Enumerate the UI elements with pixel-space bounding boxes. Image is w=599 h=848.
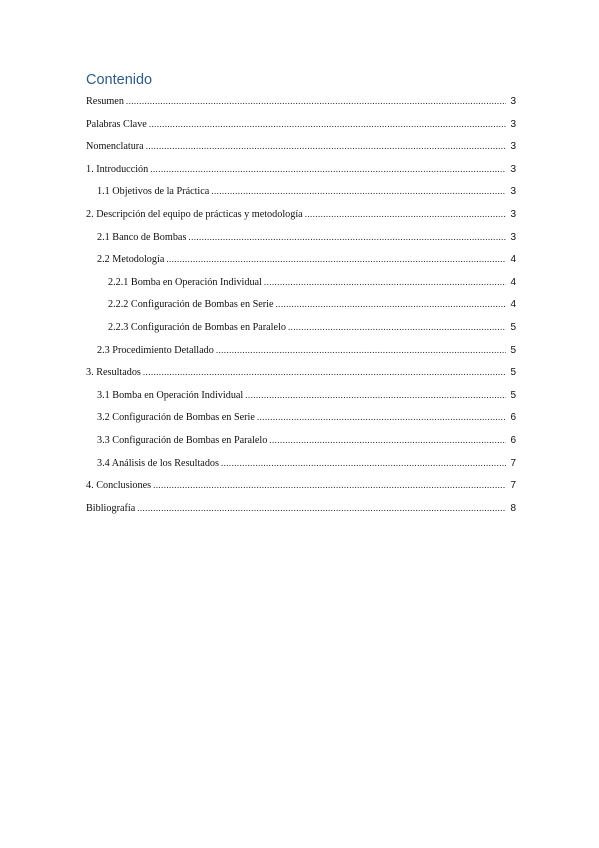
toc-entry[interactable]: [0, 365, 599, 388]
toc-entry-title[interactable]: 4. Conclusiones: [86, 480, 152, 492]
toc-dot-leader: [166, 252, 506, 266]
toc-dot-leader: [221, 456, 506, 470]
toc-entry-title[interactable]: 3.3 Configuración de Bombas en Paralelo: [97, 434, 268, 446]
toc-dot-leader: [126, 94, 506, 108]
toc-entry-page-number[interactable]: 3: [510, 118, 516, 130]
toc-dot-leader: [305, 207, 506, 221]
toc-entry[interactable]: [0, 230, 599, 253]
table-of-contents: [0, 94, 599, 523]
toc-entry-title[interactable]: Bibliografía: [86, 502, 136, 514]
toc-dot-leader: [150, 162, 506, 176]
toc-dot-leader: [245, 388, 506, 402]
toc-entry-title[interactable]: 2.2.1 Bomba en Operación Individual: [108, 276, 262, 288]
toc-entry-title[interactable]: Nomenclatura: [86, 141, 144, 153]
toc-entry-page-number[interactable]: 3: [510, 231, 516, 243]
toc-heading: Contenido: [86, 72, 153, 88]
toc-entry-page-number[interactable]: 8: [510, 502, 516, 514]
toc-entry-title[interactable]: 3.1 Bomba en Operación Individual: [97, 389, 244, 401]
toc-dot-leader: [188, 230, 506, 244]
toc-entry[interactable]: [0, 94, 599, 117]
toc-dot-leader: [264, 275, 506, 289]
toc-entry-page-number[interactable]: 6: [510, 412, 516, 424]
toc-dot-leader: [211, 184, 506, 198]
toc-entry-title[interactable]: 2.3 Procedimiento Detallado: [97, 344, 214, 356]
toc-entry-title[interactable]: 1.1 Objetivos de la Práctica: [97, 186, 210, 198]
toc-entry[interactable]: [0, 139, 599, 162]
toc-entry-title[interactable]: Resumen: [86, 96, 124, 107]
toc-entry[interactable]: [0, 343, 599, 366]
toc-entry-page-number[interactable]: 3: [510, 186, 516, 198]
toc-entry-page-number[interactable]: 4: [510, 299, 516, 311]
toc-entry[interactable]: [0, 456, 599, 479]
toc-entry-page-number[interactable]: 5: [510, 367, 516, 379]
toc-entry-title[interactable]: 2. Descripción del equipo de prácticas y metodología: [86, 208, 303, 220]
toc-entry-title[interactable]: 1. Introducción: [86, 163, 149, 175]
toc-entry-page-number[interactable]: 6: [510, 434, 516, 446]
toc-entry[interactable]: [0, 501, 599, 524]
toc-entry-title[interactable]: 3.2 Configuración de Bombas en Serie: [97, 412, 255, 424]
toc-entry-page-number[interactable]: 7: [510, 457, 516, 469]
toc-entry[interactable]: [0, 252, 599, 275]
toc-entry-page-number[interactable]: 5: [510, 321, 516, 333]
toc-entry[interactable]: [0, 478, 599, 501]
toc-entry[interactable]: [0, 207, 599, 230]
toc-entry[interactable]: [0, 117, 599, 140]
toc-entry-page-number[interactable]: 5: [510, 344, 516, 356]
toc-dot-leader: [216, 343, 506, 357]
toc-dot-leader: [146, 139, 506, 153]
toc-dot-leader: [143, 365, 506, 379]
toc-entry[interactable]: [0, 410, 599, 433]
toc-entry-page-number[interactable]: 3: [510, 141, 516, 153]
toc-entry[interactable]: [0, 184, 599, 207]
toc-entry-page-number[interactable]: 3: [510, 208, 516, 220]
toc-entry[interactable]: [0, 320, 599, 343]
toc-entry-title[interactable]: 3.4 Análisis de los Resultados: [97, 457, 219, 469]
toc-entry-page-number[interactable]: 4: [510, 254, 516, 266]
toc-entry-page-number[interactable]: 7: [510, 480, 516, 492]
toc-dot-leader: [137, 501, 506, 515]
toc-entry-title[interactable]: 2.1 Banco de Bombas: [97, 231, 187, 243]
toc-entry-title[interactable]: 3. Resultados: [86, 367, 141, 379]
toc-entry[interactable]: [0, 297, 599, 320]
toc-entry[interactable]: [0, 388, 599, 411]
toc-entry-title[interactable]: 2.2.2 Configuración de Bombas en Serie: [108, 299, 274, 311]
toc-entry[interactable]: [0, 162, 599, 185]
toc-dot-leader: [149, 117, 506, 131]
toc-entry-title[interactable]: 2.2.3 Configuración de Bombas en Paralelo: [108, 321, 286, 333]
toc-dot-leader: [276, 297, 506, 311]
toc-entry-page-number[interactable]: 3: [510, 96, 516, 107]
toc-entry[interactable]: [0, 433, 599, 456]
toc-entry-title[interactable]: Palabras Clave: [86, 118, 147, 130]
toc-dot-leader: [288, 320, 506, 334]
toc-entry-page-number[interactable]: 4: [510, 276, 516, 288]
toc-entry-title[interactable]: 2.2 Metodología: [97, 254, 165, 266]
toc-entry-page-number[interactable]: 5: [510, 389, 516, 401]
toc-dot-leader: [257, 410, 506, 424]
toc-dot-leader: [269, 433, 506, 447]
toc-entry-page-number[interactable]: 3: [510, 163, 516, 175]
toc-entry[interactable]: [0, 275, 599, 298]
toc-dot-leader: [153, 478, 506, 492]
